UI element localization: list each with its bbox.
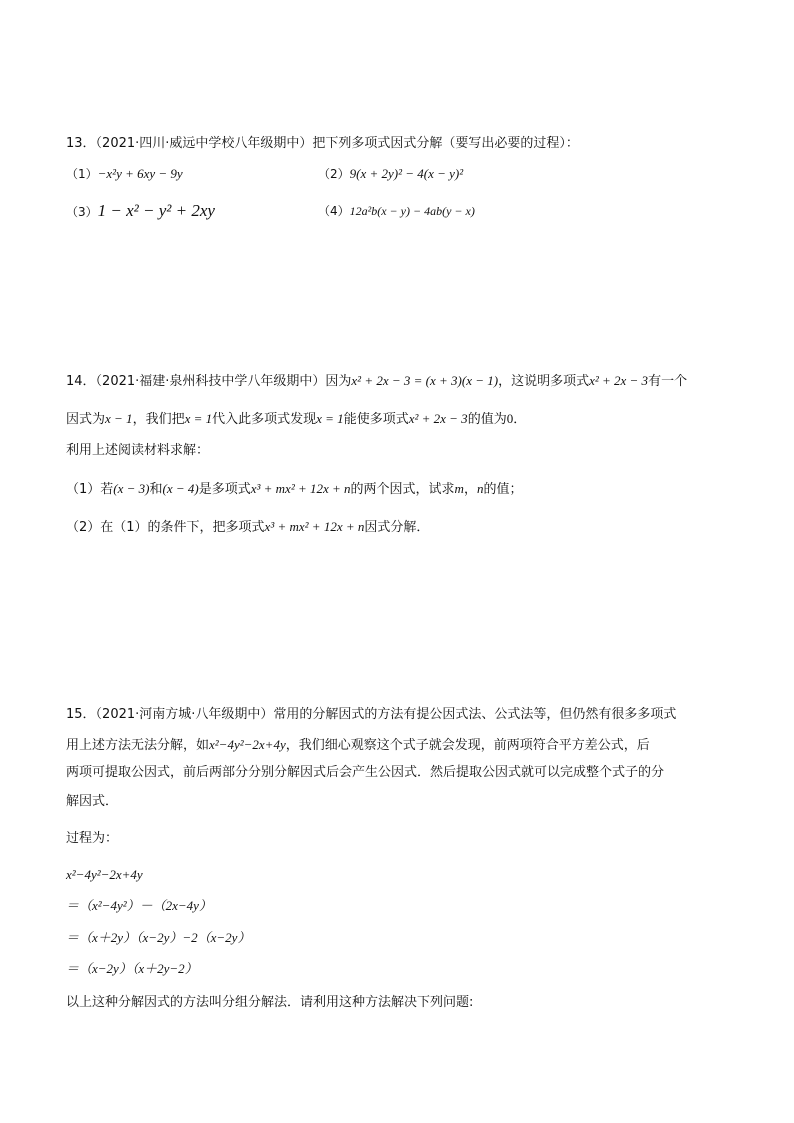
q14-line3: 利用上述阅读材料求解： [66, 443, 210, 458]
q14-sub1-factor2: (x − 4) [162, 481, 199, 496]
q14-sub2-polynomial: x³ + mx² + 12x + n [264, 519, 365, 534]
q14-zero: 0 [506, 411, 514, 426]
q15-line3: 两项可提取公因式，前后两部分分别分解因式后会产生公因式．然后提取公因式就可以完成整个式子的分 [66, 765, 665, 780]
q13-part2-expression: 9(x + 2y)² − 4(x − y)² [349, 166, 464, 181]
q15-step2: ＝（x＋2y）（x−2y）−2（x−2y） [66, 930, 251, 945]
q14-line2 [66, 410, 526, 429]
q15-line2-text-a: 用上述方法无法分解，如 [66, 738, 210, 753]
q14-line1-text-b: ，这说明多项式 [498, 374, 590, 389]
q14-sub2-text-a: （2）在（1）的条件下，把多项式 [66, 520, 265, 535]
q13-part4 [318, 202, 475, 221]
q14-line2-text-c: 代入此多项式发现 [212, 412, 317, 427]
q14-sub2 [66, 518, 429, 537]
q15-step1: ＝（x²−4y²）－（2x−4y） [66, 898, 212, 913]
q13-title: 13．（2021·四川·威远中学校八年级期中）把下列多项式因式分解（要写出必要的过程）： [66, 136, 579, 151]
q13-part4-label: （4） [318, 204, 350, 218]
q14-line2-end: ． [513, 412, 527, 427]
q14-sub1 [66, 480, 522, 499]
q14-polynomial-2: x² + 2x − 3 [408, 411, 468, 426]
q14-sub1-text-c: 是多项式 [198, 482, 251, 497]
q14-sub1-n: n [476, 481, 484, 496]
q14-line2-text-d: 能使多项式 [343, 412, 409, 427]
q13-part3 [66, 202, 215, 222]
q13-part4-expression: 12a²b(x − y) − 4ab(y − x) [349, 204, 475, 218]
q14-line1-text-a: 14．（2021·福建·泉州科技中学八年级期中）因为 [66, 374, 352, 389]
q14-factor: x − 1 [105, 411, 133, 426]
q13-part2-label: （2） [318, 167, 350, 181]
q13-part1-expression: −x²y + 6xy − 9y [97, 166, 183, 181]
q14-sub1-text-e: ， [463, 482, 477, 497]
q14-sub1-text-d: 的两个因式，试求 [350, 482, 455, 497]
q14-line2-text-b: ，我们把 [132, 412, 185, 427]
q14-line2-text-e: 的值为 [467, 412, 507, 427]
q15-line2 [66, 736, 650, 755]
q13-part1-label: （1） [66, 167, 98, 181]
q14-substitution: x = 1 [184, 411, 213, 426]
q15-step3: ＝（x−2y）（x＋2y−2） [66, 961, 198, 976]
q13-part3-expression: 1 − x² − y² + 2xy [97, 201, 215, 220]
q15-line1: 15．（2021·河南方城·八年级期中）常用的分解因式的方法有提公因式法、公式法等，但仍然有很多多项式 [66, 707, 677, 722]
q14-identity: x² + 2x − 3 = (x + 3)(x − 1) [351, 373, 499, 388]
q14-sub1-factor1: (x − 3) [113, 481, 150, 496]
q14-polynomial: x² + 2x − 3 [589, 373, 649, 388]
q14-sub1-text-a: （1）若 [66, 482, 114, 497]
q13-part1 [66, 165, 183, 184]
q13-part3-label: （3） [66, 205, 98, 219]
q14-line1 [66, 372, 687, 391]
q15-step0: x²−4y²−2x+4y [66, 867, 143, 882]
q15-process-label: 过程为： [66, 831, 119, 846]
q15-line2-text-b: ，我们细心观察这个式子就会发现，前两项符合平方差公式，后 [285, 738, 650, 753]
q14-sub1-polynomial: x³ + mx² + 12x + n [250, 481, 351, 496]
q14-line1-text-c: 有一个 [648, 374, 688, 389]
q15-example-expression: x²−4y²−2x+4y [209, 737, 286, 752]
q14-sub1-text-b: 和 [149, 482, 163, 497]
q14-line2-text-a: 因式为 [66, 412, 106, 427]
q13-part2 [318, 165, 463, 184]
q15-line4: 解因式． [66, 794, 119, 809]
q14-sub1-end: 的值； [483, 482, 523, 497]
q15-closing: 以上这种分解因式的方法叫分组分解法．请利用这种方法解决下列问题: [66, 995, 474, 1010]
q14-sub1-m: m [454, 481, 464, 496]
q14-substitution-2: x = 1 [316, 411, 344, 426]
q14-sub2-text-b: 因式分解． [364, 520, 430, 535]
